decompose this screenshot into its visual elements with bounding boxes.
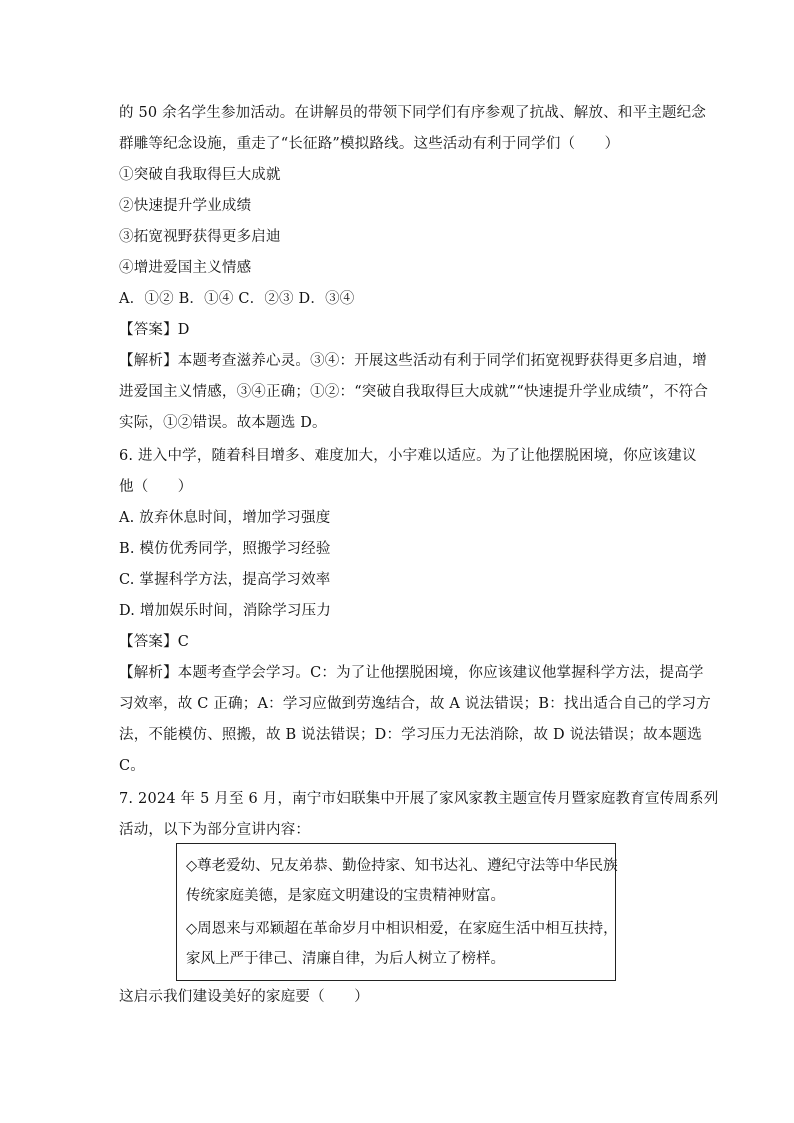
q7-stem-line-2: 活动，以下为部分宣讲内容： <box>119 822 311 838</box>
q6-option-a: A. 放弃休息时间，增加学习强度 <box>119 510 331 526</box>
q6-option-d: D. 增加娱乐时间，消除学习压力 <box>119 603 332 619</box>
q5-analysis-line-1: 【解析】本题考查滋养心灵。③④：开展这些活动有利于同学们拓宽视野获得更多启迪，增 <box>119 353 707 369</box>
q5-answer: 【答案】D <box>119 322 190 338</box>
q7-material-1-line-1: ◇尊老爱幼、兄友弟恭、勤俭持家、知书达礼、遵纪守法等中华民族 <box>186 858 618 874</box>
q7-stem-line-1: 7. 2024 年 5 月至 6 月，南宁市妇联集中开展了家风家教主题宣传月暨家庭教育宣传周系列 <box>119 791 719 807</box>
q6-option-c: C. 掌握科学方法，提高学习效率 <box>119 572 331 588</box>
q5-statement-1: ①突破自我取得巨大成就 <box>119 167 281 183</box>
q7-material-2-line-2: 家风上严于律己、清廉自律，为后人树立了榜样。 <box>186 951 505 967</box>
q5-stem-line-2: 群雕等纪念设施，重走了“长征路”模拟路线。这些活动有利于同学们（ ） <box>119 136 620 152</box>
q6-option-b: B. 模仿优秀同学，照搬学习经验 <box>119 541 331 557</box>
q6-analysis-line-2: 习效率，故 C 正确；A：学习应做到劳逸结合，故 A 说法错误；B：找出适合自己的学习方 <box>119 696 711 712</box>
q5-analysis-line-2: 进爱国主义情感，③④正确；①②：“突破自我取得巨大成就”“快速提升学业成绩”，不符合 <box>119 384 709 400</box>
q5-analysis-line-3: 实际，①②错误。故本题选 D。 <box>119 415 327 431</box>
q7-material-box <box>176 843 616 981</box>
q6-analysis-line-4: C。 <box>119 758 145 774</box>
q5-statement-2: ②快速提升学业成绩 <box>119 198 252 214</box>
q7-question: 这启示我们建设美好的家庭要（ ） <box>119 989 369 1005</box>
q6-answer: 【答案】C <box>119 634 190 650</box>
q5-options: A．①② B．①④ C．②③ D．③④ <box>119 291 355 307</box>
q6-analysis-line-1: 【解析】本题考查学会学习。C：为了让他摆脱困境，你应该建议他掌握科学方法，提高学 <box>119 665 704 681</box>
q7-material-1-line-2: 传统家庭美德，是家庭文明建设的宝贵精神财富。 <box>186 888 505 904</box>
q6-stem-line-1: 6. 进入中学，随着科目增多、难度加大，小宇难以适应。为了让他摆脱困境，你应该建议 <box>119 448 697 464</box>
q5-statement-3: ③拓宽视野获得更多启迪 <box>119 229 281 245</box>
q7-material-2-line-1: ◇周恩来与邓颖超在革命岁月中相识相爱，在家庭生活中相互扶持， <box>186 921 618 937</box>
q5-statement-4: ④增进爱国主义情感 <box>119 260 252 276</box>
q5-stem-line-1: 的 50 余名学生参加活动。在讲解员的带领下同学们有序参观了抗战、解放、和平主题纪念 <box>119 105 707 121</box>
q6-analysis-line-3: 法，不能模仿、照搬，故 B 说法错误；D：学习压力无法消除，故 D 说法错误；故本题选 <box>119 727 702 743</box>
q6-stem-line-2: 他（ ） <box>119 479 193 495</box>
